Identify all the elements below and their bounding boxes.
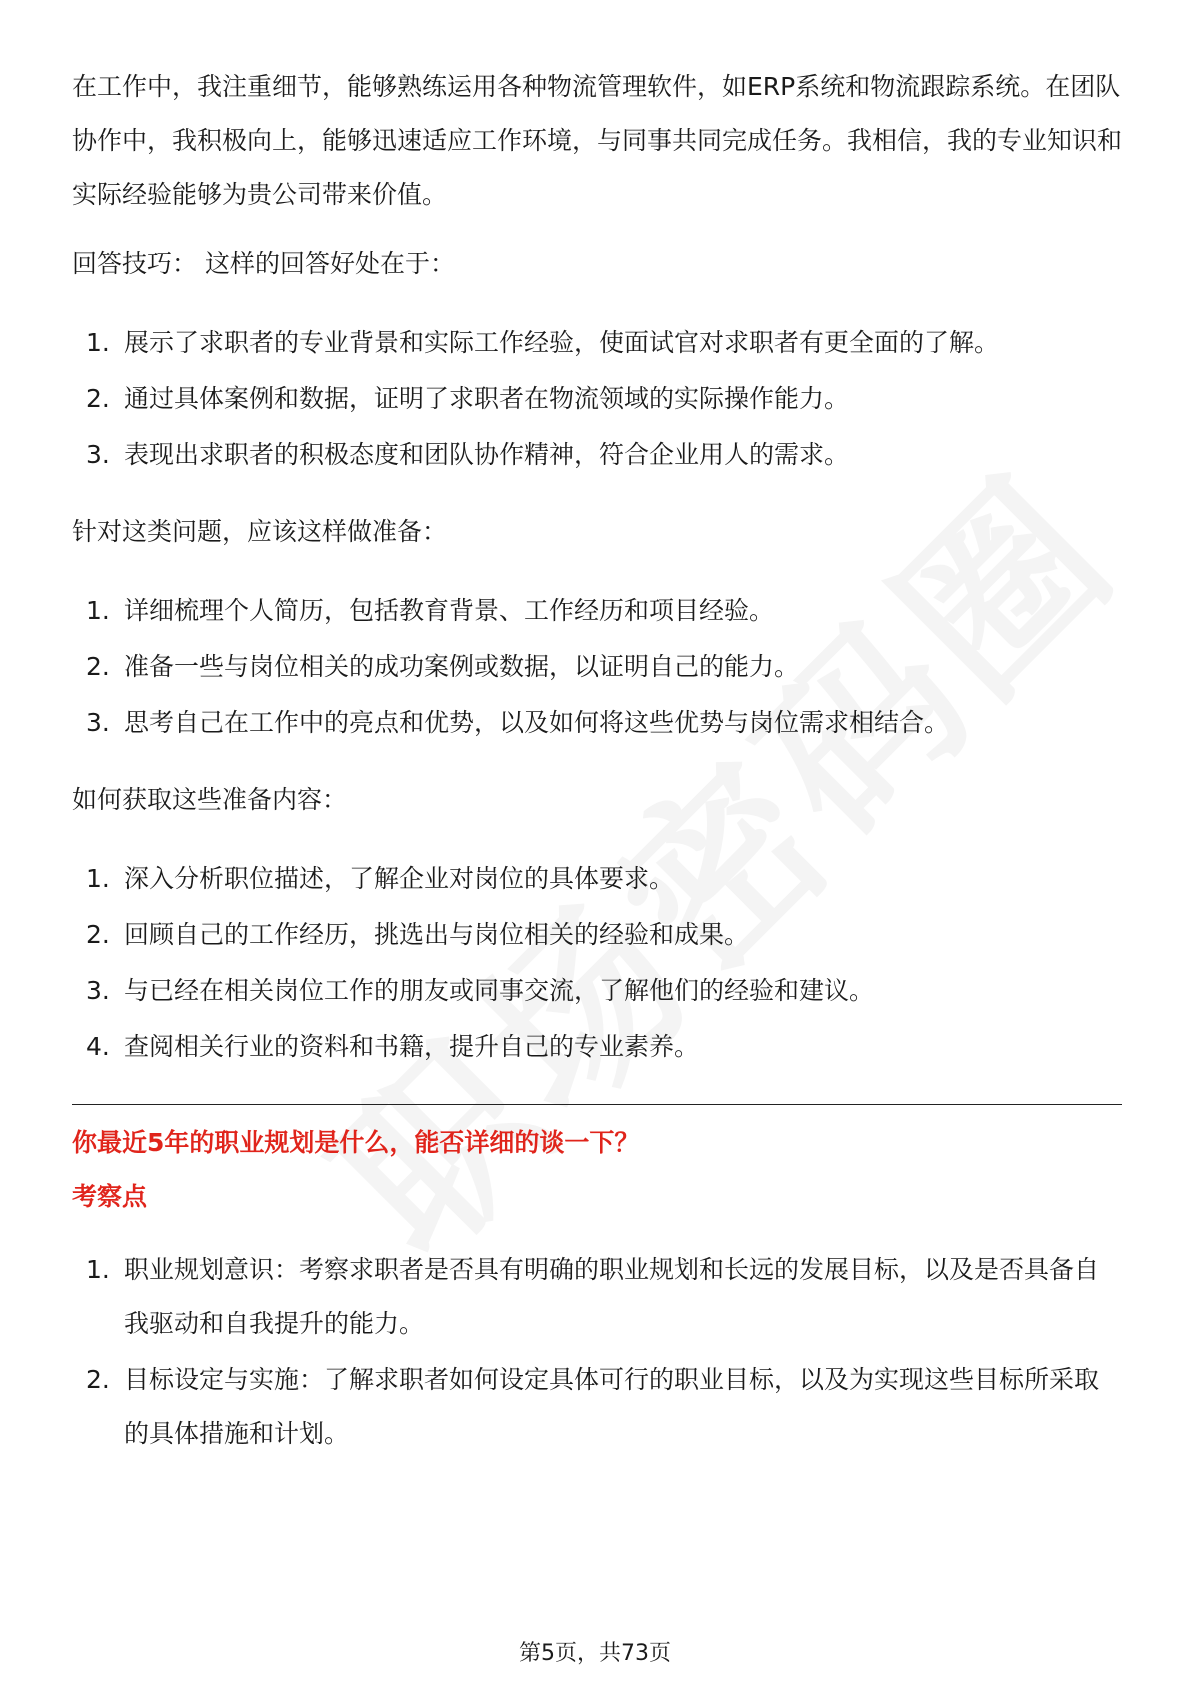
prep-heading: 针对这类问题，应该这样做准备： (72, 517, 448, 546)
list-item (72, 316, 1122, 370)
list-number: 2. (86, 1365, 110, 1394)
list-item (72, 1243, 1122, 1351)
list-item (72, 908, 1122, 962)
list-item-text: 展示了求职者的专业背景和实际工作经验，使面试官对求职者有更全面的了解。 (124, 328, 1000, 357)
list-item-text: 通过具体案例和数据，证明了求职者在物流领域的实际操作能力。 (124, 384, 850, 413)
tips-heading: 回答技巧： 这样的回答好处在于： (72, 249, 455, 278)
list-item-text: 思考自己在工作中的亮点和优势，以及如何将这些优势与岗位需求相结合。 (124, 708, 950, 737)
list-item-text: 与已经在相关岗位工作的朋友或同事交流，了解他们的经验和建议。 (124, 976, 875, 1005)
list-item (72, 1020, 1122, 1074)
section-divider (72, 1104, 1122, 1105)
list-item (72, 964, 1122, 1018)
list-number: 2. (86, 652, 110, 681)
list-item-text: 准备一些与岗位相关的成功案例或数据，以证明自己的能力。 (124, 652, 800, 681)
list-number: 3. (86, 708, 110, 737)
question-subtitle: 考察点 (72, 1182, 148, 1211)
list-item (72, 696, 1122, 750)
list-item-text: 表现出求职者的积极态度和团队协作精神，符合企业用人的需求。 (124, 440, 850, 469)
list-item-text: 回顾自己的工作经历，挑选出与岗位相关的经验和成果。 (124, 920, 750, 949)
question-points-list (72, 1243, 1122, 1461)
prep-list (72, 584, 1122, 750)
list-number: 3. (86, 440, 110, 469)
list-number: 3. (86, 976, 110, 1005)
list-item-text: 职业规划意识：考察求职者是否具有明确的职业规划和长远的发展目标，以及是否具备自我驱动和自我提升的能力。 (124, 1255, 1100, 1338)
page-content (72, 60, 1122, 1491)
list-number: 4. (86, 1032, 110, 1061)
source-list (72, 852, 1122, 1074)
list-item-text: 查阅相关行业的资料和书籍，提升自己的专业素养。 (124, 1032, 700, 1061)
list-number: 2. (86, 920, 110, 949)
list-number: 1. (86, 1255, 110, 1284)
list-number: 1. (86, 596, 110, 625)
list-item-text: 详细梳理个人简历，包括教育背景、工作经历和项目经验。 (124, 596, 775, 625)
list-item-text: 深入分析职位描述，了解企业对岗位的具体要求。 (124, 864, 675, 893)
list-item (72, 1353, 1122, 1461)
list-item-text: 目标设定与实施：了解求职者如何设定具体可行的职业目标，以及为实现这些目标所采取的具体措施和计划。 (124, 1365, 1100, 1448)
list-item (72, 640, 1122, 694)
question-title: 你最近5年的职业规划是什么，能否详细的谈一下？ (72, 1128, 640, 1157)
list-number: 2. (86, 384, 110, 413)
tips-list (72, 316, 1122, 482)
list-item (72, 428, 1122, 482)
list-item (72, 584, 1122, 638)
page-number: 第5页，共73页 (519, 1641, 671, 1666)
list-item (72, 852, 1122, 906)
source-heading: 如何获取这些准备内容： (72, 785, 348, 814)
list-number: 1. (86, 864, 110, 893)
intro-paragraph: 在工作中，我注重细节，能够熟练运用各种物流管理软件，如ERP系统和物流跟踪系统。在团队协作中，我积极向上，能够迅速适应工作环境，与同事共同完成任务。我相信，我的专业知识和实际经验能够为贵公司带来价值。 (72, 72, 1123, 209)
list-number: 1. (86, 328, 110, 357)
list-item (72, 372, 1122, 426)
